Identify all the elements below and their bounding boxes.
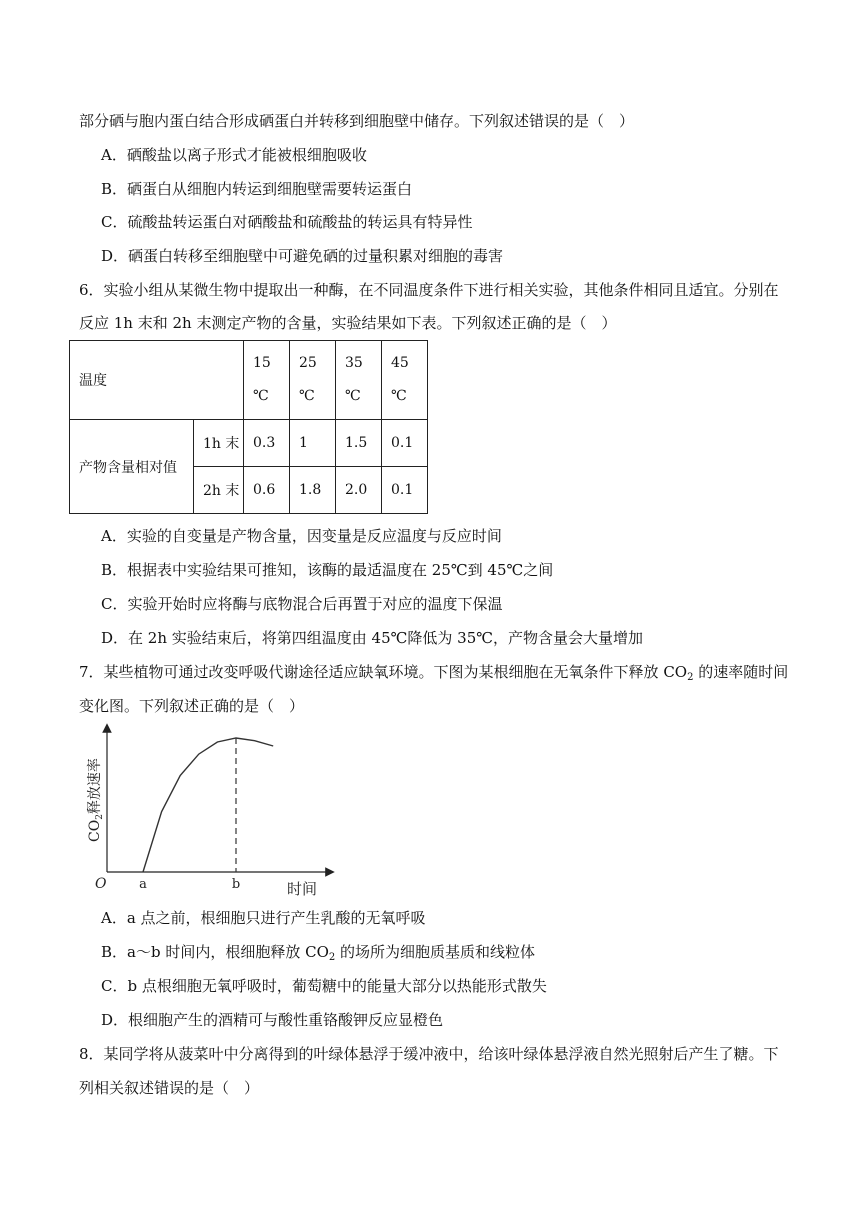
x-tick-b: b	[231, 877, 241, 892]
q7-stem-line1: 7．某些植物可通过改变呼吸代谢途径适应缺氧环境。下图为某根细胞在无氧条件下释放 $CO_2$ 的速率随时间	[79, 663, 789, 683]
q6-data-table	[69, 340, 428, 514]
q7-option-a: A．a 点之前，根细胞只进行产生乳酸的无氧呼吸	[101, 909, 426, 927]
table-header-temp-35: 35 ℃	[336, 341, 382, 420]
origin-label: O	[95, 876, 107, 892]
table-row-label-product: 产物含量相对值	[70, 420, 194, 514]
q5-option-b: B．硒蛋白从细胞内转运到细胞壁需要转运蛋白	[101, 180, 413, 198]
q7-option-b: B．a～b 时间内，根细胞释放 $CO_2$ 的场所为细胞质基质和线粒体	[101, 943, 536, 963]
q7-option-d: D．根细胞产生的酒精可与酸性重铬酸钾反应显橙色	[101, 1011, 444, 1029]
table-row-label-1h: 1h 末	[194, 420, 244, 467]
q6-option-d: D．在 2h 实验结束后，将第四组温度由 45℃降低为 35℃，产物含量会大量增加	[101, 629, 644, 647]
table-cell: 0.1	[382, 467, 428, 514]
y-axis-label: $CO_2$释放速率	[87, 758, 105, 842]
table-header-temp-45: 45 ℃	[382, 341, 428, 420]
table-row-label-2h: 2h 末	[194, 467, 244, 514]
table-row	[70, 420, 428, 467]
q5-stem: 部分硒与胞内蛋白结合形成硒蛋白并转移到细胞壁中储存。下列叙述错误的是（ ）	[79, 112, 635, 130]
table-header-temp-25: 25 ℃	[290, 341, 336, 420]
table-header-temp-15: 15 ℃	[244, 341, 290, 420]
q7-option-c: C．b 点根细胞无氧呼吸时，葡萄糖中的能量大部分以热能形式散失	[101, 977, 547, 995]
q6-stem-line2: 反应 1h 末和 2h 末测定产物的含量，实验结果如下表。下列叙述正确的是（ ）	[79, 314, 617, 332]
q8-stem-line1: 8．某同学将从菠菜叶中分离得到的叶绿体悬浮于缓冲液中，给该叶绿体悬浮液自然光照射后产生了糖。下	[79, 1045, 779, 1063]
q6-option-b: B．根据表中实验结果可推知，该酶的最适温度在 25℃到 45℃之间	[101, 561, 554, 579]
q8-stem-line2: 列相关叙述错误的是（ ）	[79, 1079, 260, 1097]
table-cell: 2.0	[336, 467, 382, 514]
x-tick-a: a	[139, 877, 147, 892]
q5-option-c: C．硫酸盐转运蛋白对硒酸盐和硫酸盐的转运具有特异性	[101, 213, 473, 231]
table-header-temperature: 温度	[70, 341, 244, 420]
q7-stem-line2: 变化图。下列叙述正确的是（ ）	[79, 697, 305, 715]
table-cell: 1.5	[336, 420, 382, 467]
table-cell: 0.6	[244, 467, 290, 514]
q5-option-a: A．硒酸盐以离子形式才能被根细胞吸收	[101, 146, 367, 164]
table-cell: 0.3	[244, 420, 290, 467]
q5-option-d: D．硒蛋白转移至细胞壁中可避免硒的过量积累对细胞的毒害	[101, 247, 504, 265]
q6-option-c: C．实验开始时应将酶与底物混合后再置于对应的温度下保温	[101, 595, 503, 613]
co2-release-rate-chart	[85, 720, 345, 900]
table-cell: 0.1	[382, 420, 428, 467]
q6-stem-line1: 6．实验小组从某微生物中提取出一种酶，在不同温度条件下进行相关实验，其他条件相同且适宜。分别在	[79, 281, 779, 299]
q6-option-a: A．实验的自变量是产物含量，因变量是反应温度与反应时间	[101, 527, 502, 545]
table-cell: 1.8	[290, 467, 336, 514]
x-axis-label: 时间	[287, 880, 318, 898]
co2-rate-curve	[143, 738, 273, 872]
table-cell: 1	[290, 420, 336, 467]
